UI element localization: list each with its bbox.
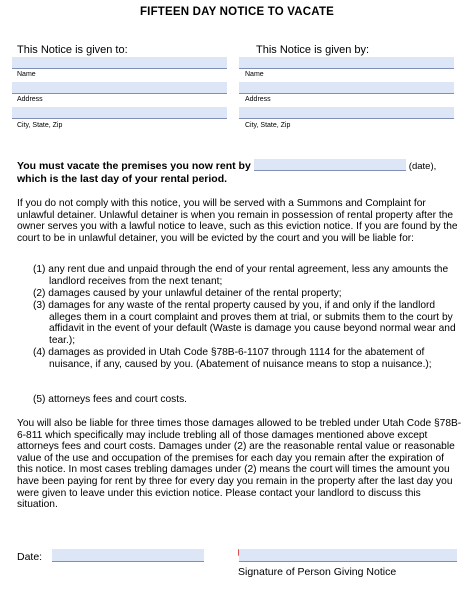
date-field[interactable]	[52, 549, 204, 562]
given-to-city-field[interactable]	[12, 107, 227, 119]
liability-item-4: (4) damages as provided in Utah Code §78B-6-1107 through 1114 for the abatement of nuisance, if any, caused by you. (Abatement of nuisance means to stop a nuisance.);	[33, 347, 432, 370]
treble-paragraph: You will also be liable for three times those damages allowed to be trebled under Utah Code §78B-6-811 which specifically may include trebling all of those damages mentioned above except attorneys fees and court costs. Damages under (2) are the reasonable rental value or reasonable value of the use and occupation of the premises for each day you remain after the expiration of this notice. In most cases trebling damages under (2) means the court will times the amount you have been paying for rent by three for every day you remain in the property after the last day you were given to leave under this eviction notice. Please contact your landlord to discuss this situation.	[17, 418, 462, 511]
signature-label: Signature of Person Giving Notice	[238, 566, 397, 578]
given-by-address-field[interactable]	[239, 82, 454, 94]
date-label: Date:	[17, 551, 43, 563]
given-by-city-label: City, State, Zip	[245, 122, 291, 129]
given-by-name-label: Name	[245, 71, 264, 78]
given-by-address-label: Address	[245, 96, 271, 103]
given-by-name-field[interactable]	[239, 57, 454, 69]
vacate-line2: which is the last day of your rental period.	[17, 173, 228, 185]
given-to-heading: This Notice is given to:	[17, 44, 128, 56]
given-to-address-label: Address	[17, 96, 43, 103]
liability-item-2: (2) damages caused by your unlawful detainer of the rental property;	[33, 288, 342, 299]
signature-field[interactable]	[239, 549, 457, 562]
given-by-city-field[interactable]	[239, 107, 454, 119]
vacate-date-field[interactable]	[254, 159, 406, 171]
document-title: FIFTEEN DAY NOTICE TO VACATE	[139, 6, 335, 18]
given-to-name-field[interactable]	[12, 57, 227, 69]
intro-paragraph: If you do not comply with this notice, you will be served with a Summons and Complaint for unlawful detainer. Unlawful detainer is when you remain in possession of rental property after the owner serves you with a lawful notice to leave, such as this eviction notice. If you are found by the court to be in unlawful detainer, you will be evicted by the court and you will be liable for:	[17, 198, 458, 244]
given-by-heading: This Notice is given by:	[256, 44, 370, 56]
vacate-date-hint: (date),	[408, 161, 437, 172]
liability-item-1: (1) any rent due and unpaid through the end of your rental agreement, less any amounts the landlord receives from the next tenant;	[33, 264, 449, 287]
vacate-statement	[17, 159, 467, 186]
given-to-address-field[interactable]	[12, 82, 227, 94]
vacate-line1: You must vacate the premises you now rent by	[17, 160, 251, 172]
liability-item-5: (5) attorneys fees and court costs.	[33, 394, 188, 405]
given-to-city-label: City, State, Zip	[17, 122, 63, 129]
liability-item-3: (3) damages for any waste of the rental property caused by you, if and only if the landlord alleges them in a court complaint and proves them at trial, or submits them to the court by affidavit in the event of your default (Waste is damage you cause beyond normal wear and tear.);	[33, 300, 456, 346]
given-to-name-label: Name	[17, 71, 36, 78]
